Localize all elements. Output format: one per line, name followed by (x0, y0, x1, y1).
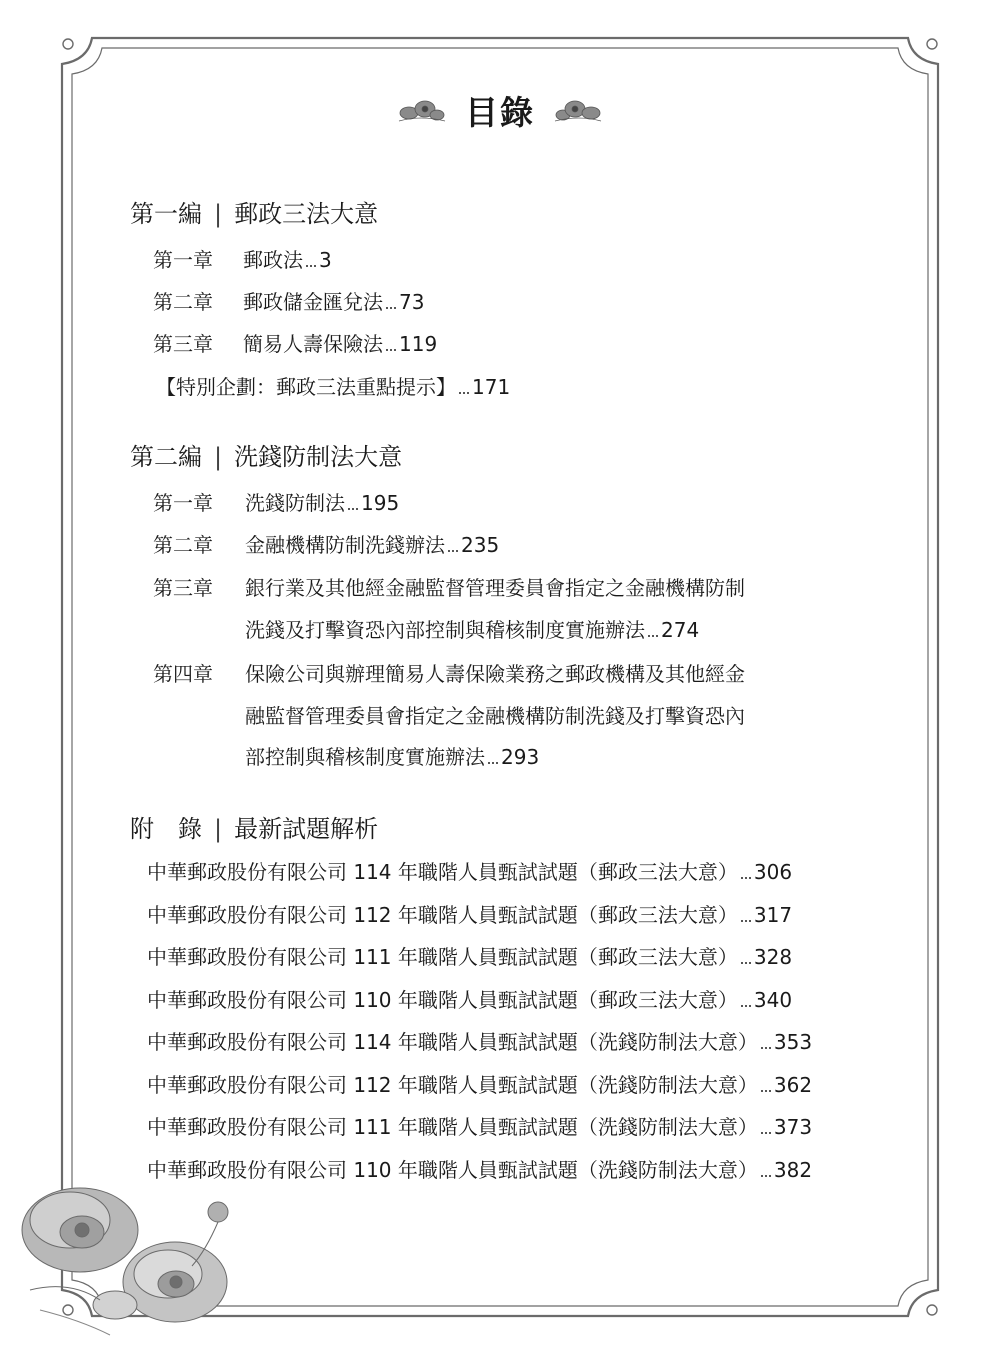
peony-decoration-icon (10, 1170, 270, 1345)
page-number: 293 (501, 745, 540, 769)
entry-title: 郵政儲金匯兌法 (243, 290, 383, 314)
entry-title-line: 保險公司與辦理簡易人壽保險業務之郵政機構及其他經金 (245, 662, 745, 686)
entry-title-line: 融監督管理委員會指定之金融機構防制洗錢及打擊資恐內 (245, 704, 745, 728)
page-number: 235 (461, 533, 500, 557)
chapter-label: 第二章 (153, 533, 213, 557)
chapter-label: 第一章 (153, 491, 213, 515)
entry-title: 洗錢防制法 (245, 491, 345, 515)
page-number: 362 (773, 1073, 813, 1097)
section-label: 第二編 (130, 443, 202, 471)
chapter-label: 第三章 (153, 576, 213, 600)
entry-title: 中華郵政股份有限公司 111 年職階人員甄試試題（洗錢防制法大意） (147, 1115, 758, 1139)
section-name: 郵政三法大意 (234, 200, 379, 228)
entry-title: 簡易人壽保險法 (243, 332, 383, 356)
chapter-label: 第三章 (153, 332, 213, 356)
dot-leader (488, 762, 498, 764)
section-label: 附 錄 (130, 815, 202, 843)
chapter-label: 第二章 (153, 290, 213, 314)
dot-leader (448, 550, 458, 552)
page-number: 73 (399, 290, 425, 314)
dot-leader (741, 920, 751, 922)
entry-title: 中華郵政股份有限公司 114 年職階人員甄試試題（郵政三法大意） (147, 860, 738, 884)
section-divider: | (214, 200, 223, 228)
dot-leader (761, 1132, 771, 1134)
entry-title: 中華郵政股份有限公司 110 年職階人員甄試試題（洗錢防制法大意） (147, 1158, 758, 1182)
section-divider: | (214, 815, 223, 843)
page-number: 171 (472, 375, 511, 399)
dot-leader (741, 962, 751, 964)
page-number: 195 (361, 491, 400, 515)
entry-title: 中華郵政股份有限公司 114 年職階人員甄試試題（洗錢防制法大意） (147, 1030, 758, 1054)
entry-title-line: 部控制與稽核制度實施辦法 (245, 745, 485, 769)
section-label: 第一編 (130, 200, 202, 228)
page-number: 353 (773, 1030, 813, 1054)
section-heading-part-1 (130, 194, 378, 229)
page-number: 373 (773, 1115, 813, 1139)
page-number: 3 (319, 248, 332, 272)
dot-leader (761, 1175, 771, 1177)
chapter-label: 第四章 (153, 662, 213, 686)
page-number: 328 (753, 945, 793, 969)
page-number: 306 (753, 860, 793, 884)
page-number: 340 (753, 988, 793, 1012)
dot-leader (761, 1090, 771, 1092)
dot-leader (761, 1047, 771, 1049)
section-heading-part-2 (130, 437, 402, 472)
flower-ornament-icon (395, 93, 447, 127)
dot-leader (386, 307, 396, 309)
page-title: 目錄 (465, 92, 535, 132)
entry-title-line: 銀行業及其他經金融監督管理委員會指定之金融機構防制 (245, 576, 745, 600)
page-number: 317 (753, 903, 793, 927)
entry-title: 中華郵政股份有限公司 112 年職階人員甄試試題（洗錢防制法大意） (147, 1073, 758, 1097)
page-number: 119 (399, 332, 438, 356)
entry-title-line: 洗錢及打擊資恐內部控制與稽核制度實施辦法 (245, 618, 645, 642)
entry-title: 郵政法 (243, 248, 303, 272)
dot-leader (386, 349, 396, 351)
entry-title: 中華郵政股份有限公司 112 年職階人員甄試試題（郵政三法大意） (147, 903, 738, 927)
page-number: 382 (773, 1158, 813, 1182)
dot-leader (741, 1005, 751, 1007)
section-heading-appendix (130, 809, 378, 844)
entry-title: 【特別企劃：郵政三法重點提示】 (156, 375, 456, 399)
chapter-label: 第一章 (153, 248, 213, 272)
entry-title: 中華郵政股份有限公司 111 年職階人員甄試試題（郵政三法大意） (147, 945, 738, 969)
dot-leader (306, 265, 316, 267)
dot-leader (459, 392, 469, 394)
toc-header (0, 82, 1000, 138)
dot-leader (741, 877, 751, 879)
dot-leader (348, 508, 358, 510)
flower-ornament-icon (553, 93, 605, 127)
entry-title: 中華郵政股份有限公司 110 年職階人員甄試試題（郵政三法大意） (147, 988, 738, 1012)
entry-title: 金融機構防制洗錢辦法 (245, 533, 445, 557)
dot-leader (648, 635, 658, 637)
page-number: 274 (661, 618, 700, 642)
section-divider: | (214, 443, 223, 471)
section-name: 洗錢防制法大意 (234, 443, 403, 471)
section-name: 最新試題解析 (234, 815, 379, 843)
